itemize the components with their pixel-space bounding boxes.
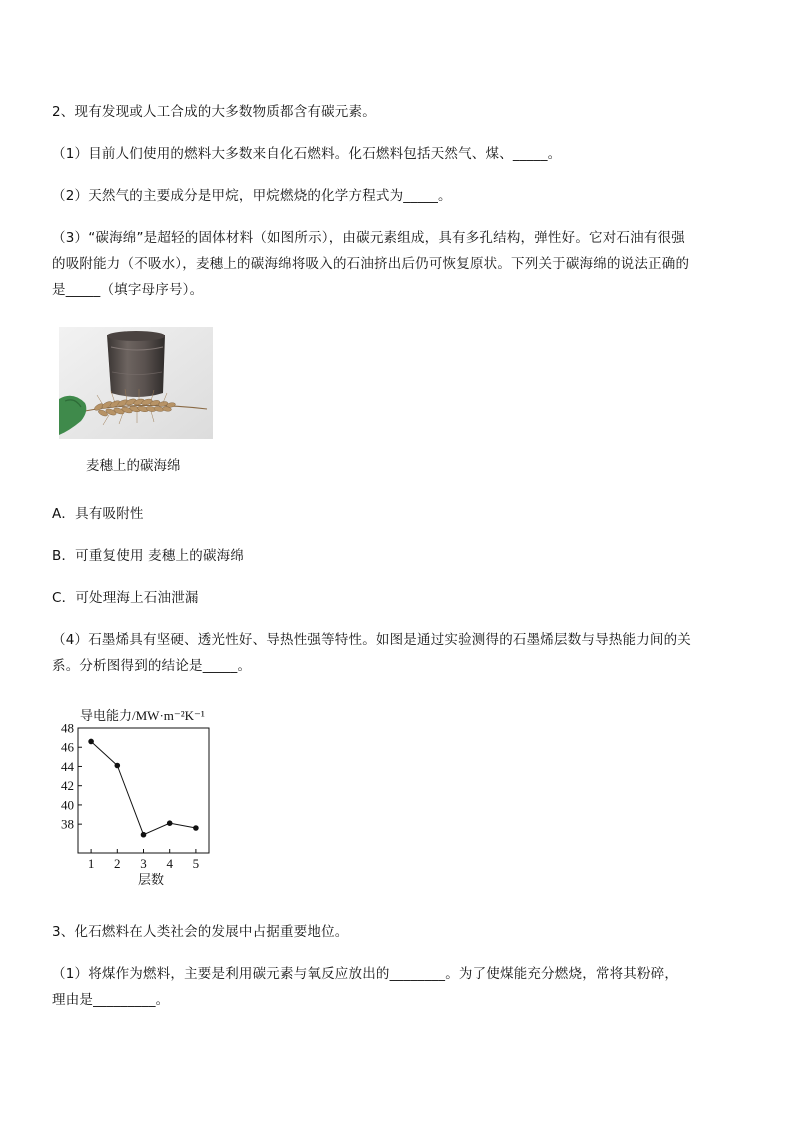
- chart-x-tick-label: 3: [140, 856, 147, 871]
- chart-x-axis-label: 层数: [137, 872, 165, 887]
- question-3-part-1-line-1: （1）将煤作为燃料，主要是利用碳元素与氧反应放出的________。为了使煤能充分燃烧，常将其粉碎，: [52, 966, 679, 982]
- chart-x-tick-label: 5: [192, 856, 200, 871]
- question-2-part-4-line-1: （4）石墨烯具有坚硬、透光性好、导热性强等特性。如图是通过实验测得的石墨烯层数与导热能力间的关: [52, 632, 691, 648]
- question-3-part-1-line-2: 理由是_________。: [52, 992, 170, 1008]
- chart-x-tick-label: 1: [87, 856, 95, 871]
- question-2-intro: 2、现有发现或人工合成的大多数物质都含有碳元素。: [52, 104, 376, 120]
- chart-x-tick-label: 2: [114, 856, 121, 871]
- thermal-conductivity-chart: [52, 704, 222, 894]
- chart-data-point: [115, 763, 121, 769]
- chart-y-tick-label: 42: [61, 778, 74, 794]
- question-2-part-4-line-2: 系。分析图得到的结论是_____。: [52, 658, 252, 674]
- chart-y-tick-label: 40: [61, 797, 74, 813]
- question-2-part-1: （1）目前人们使用的燃料大多数来自化石燃料。化石燃料包括天然气、煤、_____。: [52, 146, 562, 162]
- chart-y-tick-label: 48: [61, 720, 74, 736]
- question-2-part-2: （2）天然气的主要成分是甲烷，甲烷燃烧的化学方程式为_____。: [52, 188, 452, 204]
- chart-x-tick-label: 4: [166, 856, 173, 871]
- chart-data-point: [141, 832, 147, 838]
- chart-series-line: [91, 741, 196, 834]
- chart-y-axis-label: 导电能力/MW·m⁻²K⁻¹: [80, 708, 205, 723]
- question-3-intro: 3、化石燃料在人类社会的发展中占据重要地位。: [52, 924, 349, 940]
- option-c: C．可处理海上石油泄漏: [52, 590, 199, 606]
- photo-caption: 麦穗上的碳海绵: [86, 458, 181, 474]
- chart-data-point: [193, 825, 199, 831]
- chart-data-point: [88, 739, 94, 745]
- chart-data-point: [167, 820, 173, 826]
- carbon-sponge-photo: [59, 327, 213, 439]
- option-a: A．具有吸附性: [52, 506, 144, 522]
- chart-y-tick-label: 46: [61, 739, 74, 755]
- chart-y-tick-label: 38: [61, 816, 74, 832]
- question-2-part-3-line-1: （3）“碳海绵”是超轻的固体材料（如图所示），由碳元素组成，具有多孔结构，弹性好。它对石油有很强: [52, 230, 685, 246]
- question-2-part-3-line-2: 的吸附能力（不吸水），麦穗上的碳海绵将吸入的石油挤出后仍可恢复原状。下列关于碳海绵的说法正确的: [52, 256, 690, 272]
- question-2-part-3-line-3: 是_____（填字母序号）。: [52, 282, 204, 298]
- option-b: B．可重复使用 麦穗上的碳海绵: [52, 548, 245, 564]
- chart-y-tick-label: 44: [61, 758, 74, 774]
